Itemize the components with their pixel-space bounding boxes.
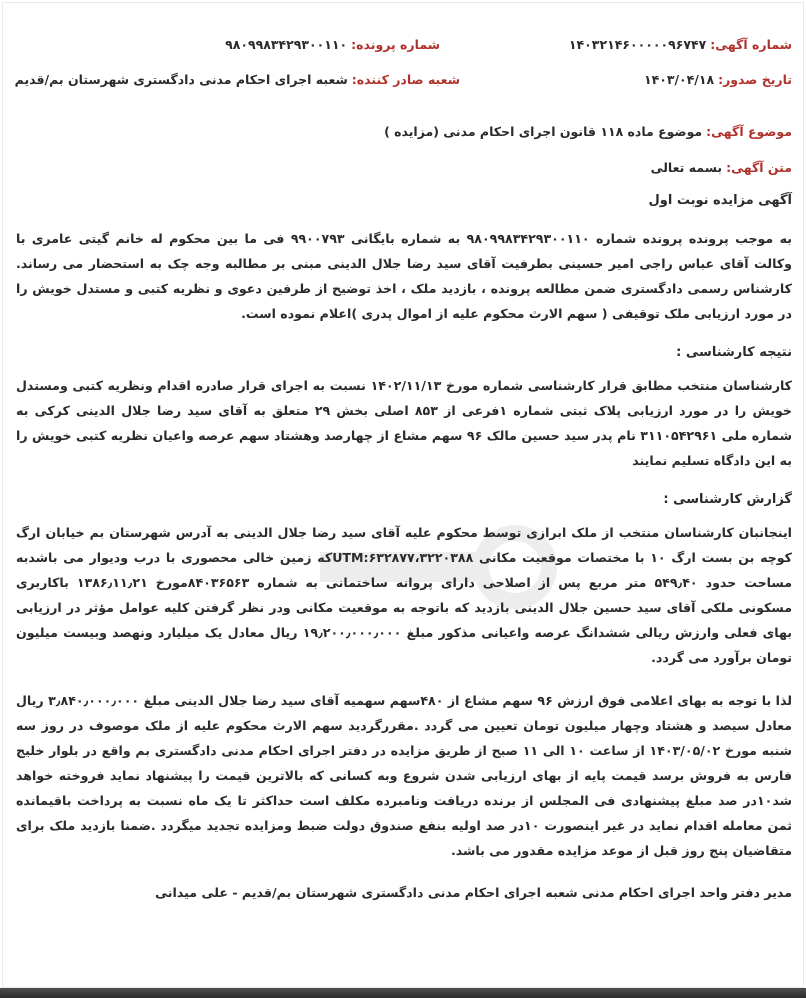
result-title: نتیجه کارشناسی : (676, 345, 792, 360)
issue-date-value: ۱۴۰۳/۰۴/۱۸ (643, 72, 715, 87)
issue-date-label: تاریخ صدور: (718, 72, 792, 87)
ad-text-label: متن آگهی: (726, 160, 792, 175)
ad-number-row (569, 37, 792, 52)
issuer-row (15, 72, 460, 87)
ad-number-label: شماره آگهی: (710, 37, 792, 52)
subject-value: موضوع ماده ۱۱۸ قانون اجرای احکام مدنی (مزایده ) (384, 124, 703, 139)
ad-text-opening: بسمه تعالی (650, 160, 723, 175)
subject-label: موضوع آگهی: (706, 124, 792, 139)
case-number-value: ۹۸۰۹۹۸۳۴۲۹۳۰۰۱۱۰ (225, 37, 348, 52)
ad-number-value: ۱۴۰۳۲۱۴۶۰۰۰۰۰۹۶۷۴۷ (568, 37, 707, 52)
final-paragraph: لذا با توجه به بهای اعلامی فوق ارزش ۹۶ سهم مشاع از ۴۸۰سهم سهمیه آقای سید رضا جلال الدینی مبلغ ۳٫۸۴۰٫۰۰۰٫۰۰۰ ریال معادل سیصد و هشتاد وچهار میلیون تومان تعیین می گردد .مقررگردید سهم الارث محکوم علیه از ملک موصوف در روز سه شنبه مورخ ۱۴۰۳/۰۵/۰۲ از ساعت ۱۰ الی ۱۱ صبح از طریق مزایده در دفتر اجرای احکام مدنی دادگستری بم واقع در بلوار خلیج فارس به فروش برسد قیمت پایه از بهای ارزیابی شدن شروع وبه کسانی که بالاترین قیمت را پیشنهاد نماید فروخته خواهد شد۱۰در صد مبلغ پیشنهادی فی المجلس از برنده دریافت ونامبرده مکلف است حداکثر تا یک ماه نسبت به پرداخت باقیمانده ثمن معامله اقدام نماید در غیر اینصورت ۱۰در صد اولیه بنفع صندوق دولت ضبط ومزایده تجدید میگردد .ضمنا بازدید ملک برای متقاضیان پنج روز قبل از موعد مزایده مقدور می باشد. (16, 693, 793, 858)
subject-row (384, 124, 792, 139)
case-number-label: شماره پرونده: (351, 37, 440, 52)
ad-title: آگهی مزایده نوبت اول (648, 193, 792, 208)
signature-line: مدیر دفتر واحد اجرای احکام مدنی شعبه اجرای احکام مدنی دادگستری شهرستان بم/قدیم - علی میدانی (155, 885, 792, 900)
case-number-row (225, 37, 440, 52)
ad-text-row (651, 160, 792, 175)
intro-paragraph: به موجب پرونده پرونده شماره ۹۸۰۹۹۸۳۴۲۹۳۰۰۱۱۰ به شماره بایگانی ۹۹۰۰۷۹۳ فی ما بین محکوم له خانم گیتی عامری با وکالت آقای عباس راجی امیر حسینی بطرفیت آقای سید رضا جلال الدینی مبنی بر مطالبه وجه چک به استحضار می رساند. کارشناس رسمی دادگستری ضمن مطالعه پرونده ، بازدید ملک ، اخذ توضیح از طرفین دعوی و نظریه کتبی و مستدل خویش را در مورد ارزیابی ملک توقیفی ( سهم الارث محکوم علیه از اموال پدری )اعلام نموده است. (16, 231, 792, 321)
issuer-value: شعبه اجرای احکام مدنی دادگستری شهرستان بم/قدیم (14, 72, 348, 87)
bottom-bar (0, 988, 806, 998)
issuer-label: شعبه صادر کننده: (351, 72, 460, 87)
report-title: گزارش کارشناسی : (663, 492, 792, 507)
report-paragraph: اینجانبان کارشناسان منتخب از ملک ابرازی توسط محکوم علیه آقای سید رضا جلال الدینی به آدرس شهرستان بم خیابان ارگ کوچه بن بست ارگ ۱۰ با مختصات موقعیت مکانی UTM:۶۳۲۸۷۷،۳۲۲۰۳۸۸که زمین خالی محصوری با درب ودیوار می باشدبه مساحت حدود ۵۴۹٫۴۰ متر مربع پس از اصلاحی دارای پروانه ساختمانی به شماره ۸۴۰۳۶۵۶۳مورخ ۱۳۸۶٫۱۱٫۲۱ باکاربری مسکونی ملکی آقای سید حسین جلال الدینی بازدید که باتوجه به موقعیت مکانی ودر نظر گرفتن کلیه عوامل مؤثر در ارزیابی بهای فعلی وارزش ریالی ششدانگ عرصه واعیانی مذکور مبلغ ۱۹٫۲۰۰٫۰۰۰٫۰۰۰ ریال معادل یک میلیارد ونهصد وبیست میلیون تومان برآورد می گردد. (16, 525, 793, 665)
result-paragraph: کارشناسان منتخب مطابق قرار کارشناسی شماره مورخ ۱۴۰۲/۱۱/۱۳ نسبت به اجرای قرار صادره اقدام ونظریه کتبی ومستدل خویش را در مورد ارزیابی پلاک ثبتی شماره ۱فرعی از ۸۵۳ اصلی بخش ۲۹ متعلق به آقای سید رضا جلال الدینی کرکی به شماره ملی ۳۱۱۰۵۴۲۹۶۱ نام پدر سید حسین مالک ۹۶ سهم مشاع از چهارصد وهشتاد سهم عرصه واعیان نظریه کتبی خویش را به این دادگاه تسلیم نمایند (16, 378, 792, 468)
issue-date-row (644, 72, 792, 87)
